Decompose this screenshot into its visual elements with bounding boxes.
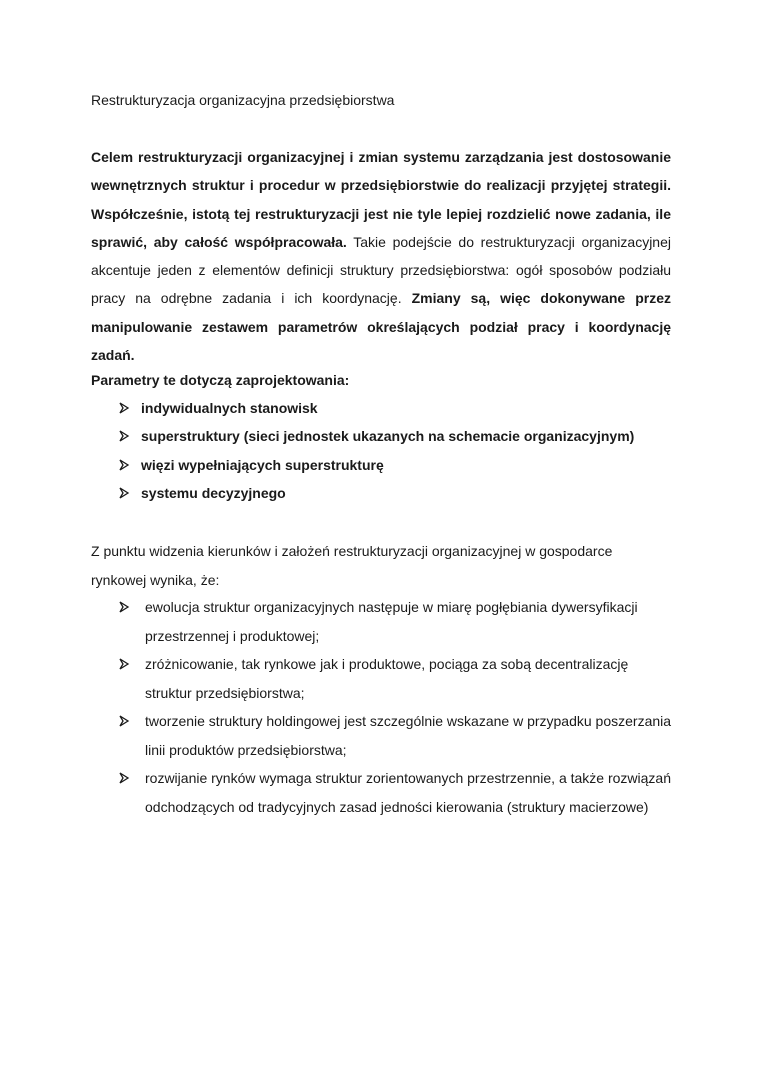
intro-bold-text-1: Celem restrukturyzacji organizacyjnej i zmian systemu zarządzania jest dostosowanie wewnętrznych struktur i procedur w przedsiębiorstwie do realizacji przyjętej strategii. Współcześnie, istotą tej restrukturyzacji jest nie tyle lepiej rozdzielić nowe zadania, ile sprawić, aby całość współpracowała. [91, 149, 671, 250]
list-item-text: ewolucja struktur organizacyjnych następuje w miarę pogłębiania dywersyfikacji przestrzennej i produktowej; [145, 599, 638, 644]
list-item [117, 483, 677, 511]
document-title: Restrukturyzacja organizacyjna przedsiębiorstwa [91, 92, 395, 108]
list-item [117, 455, 677, 483]
list-item [117, 398, 677, 426]
list-item-text: tworzenie struktury holdingowej jest szczególnie wskazane w przypadku poszerzania linii produktów przedsiębiorstwa; [145, 713, 672, 758]
arrow-bullet-icon [117, 401, 131, 415]
params-list [117, 398, 677, 511]
list-item-text: rozwijanie rynków wymaga struktur zorientowanych przestrzennie, a także rozwiązań odchodzących od tradycyjnych zasad jedności kierowania (struktury macierzowe) [145, 770, 671, 815]
list-item [117, 764, 677, 821]
arrow-bullet-icon [117, 771, 131, 785]
arrow-bullet-icon [117, 657, 131, 671]
list-item-text: zróżnicowanie, tak rynkowe jak i produktowe, pociąga za sobą decentralizację struktur przedsiębiorstwa; [145, 656, 629, 701]
list-item [117, 650, 677, 707]
intro-bold-text-2: Zmiany są, więc dokonywane przez manipulowanie zestawem parametrów określających podział pracy i koordynację zadań. [91, 290, 672, 364]
list-item [117, 707, 677, 764]
list-item [117, 426, 677, 454]
list-item [117, 593, 677, 650]
arrow-bullet-icon [117, 600, 131, 614]
arrow-bullet-icon [117, 458, 131, 472]
conclusion-list [117, 593, 677, 821]
list-item-text: więzi wypełniających superstrukturę [141, 456, 384, 473]
arrow-bullet-icon [117, 486, 131, 500]
arrow-bullet-icon [117, 714, 131, 728]
list-item-text: indywidualnych stanowisk [141, 400, 318, 416]
intro-paragraph [91, 143, 671, 369]
intro-normal-text: Takie podejście do restrukturyzacji organizacyjnej akcentuje jeden z elementów definicji struktury przedsiębiorstwa: ogół sposobów podziału pracy na odrębne zadania i ich koordynację. [91, 233, 671, 307]
params-heading: Parametry te dotyczą zaprojektowania: [91, 372, 350, 388]
conclusion-intro: Z punktu widzenia kierunków i założeń restrukturyzacji organizacyjnej w gospodarce rynkowej wynika, że: [91, 543, 613, 588]
list-item-text: systemu decyzyjnego [141, 484, 286, 501]
arrow-bullet-icon [117, 429, 131, 443]
list-item-text: superstruktury (sieci jednostek ukazanych na schemacie organizacyjnym) [141, 428, 635, 445]
